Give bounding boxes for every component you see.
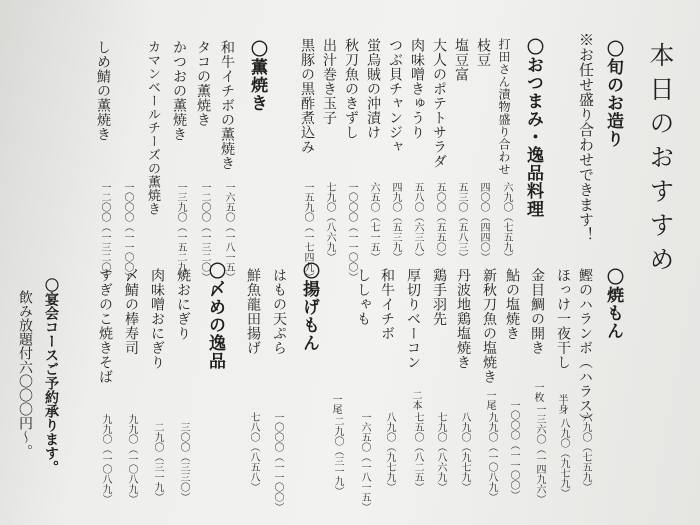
otsumami-item-1: 枝豆 <box>475 38 491 67</box>
otsumami-price-0: 六九〇（七五九） <box>501 182 512 262</box>
kunsei-price-1: 一二〇〇（一三二〇） <box>199 182 210 282</box>
kunsei-item-0: 和牛イチボの薫焼き <box>219 40 235 171</box>
kunsei-price-4: 一二〇〇（一三二〇） <box>99 182 110 282</box>
kunsei-price-3: 一〇〇〇（一一〇〇） <box>122 182 133 282</box>
yakimono-item-8: 和牛イチボ <box>379 268 395 341</box>
otsumami-price-1: 四〇〇（四四〇） <box>478 182 489 262</box>
shime-price-0: 三〇〇（三三〇） <box>178 422 189 502</box>
kunsei-price-0: 一六五〇（一八一五） <box>223 182 234 282</box>
shime-heading: 〇〆めの逸品 <box>205 262 225 370</box>
yakimono-sub-2: 一枚 <box>532 382 543 402</box>
otsumami-price-8: 七九〇（八六九） <box>324 182 335 262</box>
otsumami-item-6: 蛍烏賊の沖漬け <box>365 38 381 140</box>
otsumami-heading: 〇おつまみ・逸品料理 <box>523 38 543 218</box>
kunsei-item-4: しめ鯖の薫焼き <box>95 40 111 142</box>
yakimono-item-1: ほっけ一夜干し <box>555 268 571 370</box>
kunsei-item-1: タコの薫焼き <box>195 40 211 127</box>
otsumami-price-9: 一五九〇（一七四九） <box>302 182 313 282</box>
yakimono-price-0: 六九〇（七五九） <box>580 412 591 492</box>
otsumami-price-3: 五〇〇（五五〇） <box>434 182 445 262</box>
yakimono-sub-7: 二本 <box>410 390 421 410</box>
yakimono-item-3: 鮎の塩焼き <box>504 268 520 341</box>
otsumami-price-5: 四九〇（五三九） <box>390 182 401 262</box>
yakimono-price-9: 一六五〇（一八一五） <box>359 412 370 512</box>
otsumami-price-2: 五三〇（五八三） <box>456 182 467 262</box>
shime-price-3: 九九〇（一〇八九） <box>100 414 111 504</box>
agemono-item-0: はもの天ぷら <box>271 268 287 355</box>
yakimono-item-4: 新秋刀魚の塩焼き <box>481 268 497 384</box>
yakimono-item-9: ししゃも <box>355 268 371 326</box>
shime-item-3: すぎのこ焼きそば <box>97 268 113 384</box>
otsumami-item-4: 肉味噌きゅうり <box>409 38 425 140</box>
kunsei-price-2: 一三九〇（一五二九） <box>175 182 186 282</box>
yakimono-price-6: 七九〇（八六九） <box>435 412 446 492</box>
yakimono-price-3: 一〇〇〇（一一〇〇） <box>508 400 519 500</box>
otsumami-item-8: 出汁巻き玉子 <box>321 38 337 125</box>
banquet-price: 飲み放題付六〇〇〇円〜。 <box>17 290 33 458</box>
yakimono-price-1: 八九〇（九七九） <box>558 418 569 498</box>
yakimono-sub-4: 一尾 <box>484 390 495 410</box>
agemono-item-1: 鮮魚龍田揚げ <box>245 268 261 355</box>
agemono-sub-0: 一尾 <box>330 394 341 414</box>
shime-item-2: 〆鯖の棒寿司 <box>123 268 139 355</box>
otsumami-item-0: 打田さん漬物盛り合わせ <box>497 38 511 176</box>
otsumami-item-7: 秋刀魚のきずし <box>343 38 359 140</box>
agemono-price-1: 一〇〇〇（一一〇〇） <box>272 412 283 512</box>
agemono-price-2: 七八〇（八五八） <box>248 412 259 492</box>
kunsei-item-3: カマンベールチーズの薫焼き <box>145 40 160 216</box>
otsumami-item-5: つぶ貝チャンジャ <box>387 38 403 154</box>
otsumami-price-7: 一〇〇〇（一一〇〇） <box>346 182 357 282</box>
sashimi-heading: 〇旬のお造り <box>603 40 623 148</box>
agemono-heading: 〇揚げもん <box>299 262 319 352</box>
shime-item-1: 肉味噌おにぎり <box>149 268 165 370</box>
page-title: 本日のおすすめ <box>646 42 675 280</box>
banquet-notice: 〇宴会コースご予約承ります。 <box>43 278 59 474</box>
shime-price-2: 九九〇（一〇八九） <box>126 414 137 504</box>
kunsei-heading: 〇薫焼き <box>247 40 267 112</box>
yakimono-item-2: 金目鯛の開き <box>529 268 545 355</box>
yakimono-heading: 〇焼もん <box>603 268 623 340</box>
yakimono-price-2: 一三六〇（一四九六） <box>534 404 545 504</box>
otsumami-item-3: 大人のポテトサラダ <box>431 38 447 169</box>
otsumami-item-9: 黒豚の黒酢煮込み <box>299 38 315 154</box>
yakimono-price-5: 八九〇（九七九） <box>459 412 470 492</box>
yakimono-sub-1: 半身 <box>556 394 567 414</box>
yakimono-price-7: 七五〇（八二五） <box>412 412 423 492</box>
yakimono-price-4: 九九〇（一〇八九） <box>486 412 497 502</box>
yakimono-item-7: 厚切りベーコン <box>405 268 421 370</box>
yakimono-item-6: 鶏手羽先 <box>431 268 447 326</box>
otsumami-item-2: 塩豆富 <box>453 38 469 82</box>
yakimono-item-5: 丹波地鶏塩焼き <box>455 268 471 370</box>
agemono-price-0: 二九〇（三一九） <box>332 416 343 496</box>
shime-item-0: 焼おにぎり <box>175 268 191 341</box>
otsumami-price-6: 六五〇（七一五） <box>368 182 379 262</box>
yakimono-item-0: 鰹のハランボ（ハラス） <box>577 268 593 428</box>
sashimi-note: ※お任せ盛り合わせできます！ <box>577 32 595 242</box>
otsumami-price-4: 五八〇（六三八） <box>412 182 423 262</box>
kunsei-item-2: かつおの薫焼き <box>171 40 187 142</box>
shime-price-1: 二九〇（三一九） <box>152 422 163 502</box>
yakimono-price-8: 八九〇（九七九） <box>384 412 395 492</box>
